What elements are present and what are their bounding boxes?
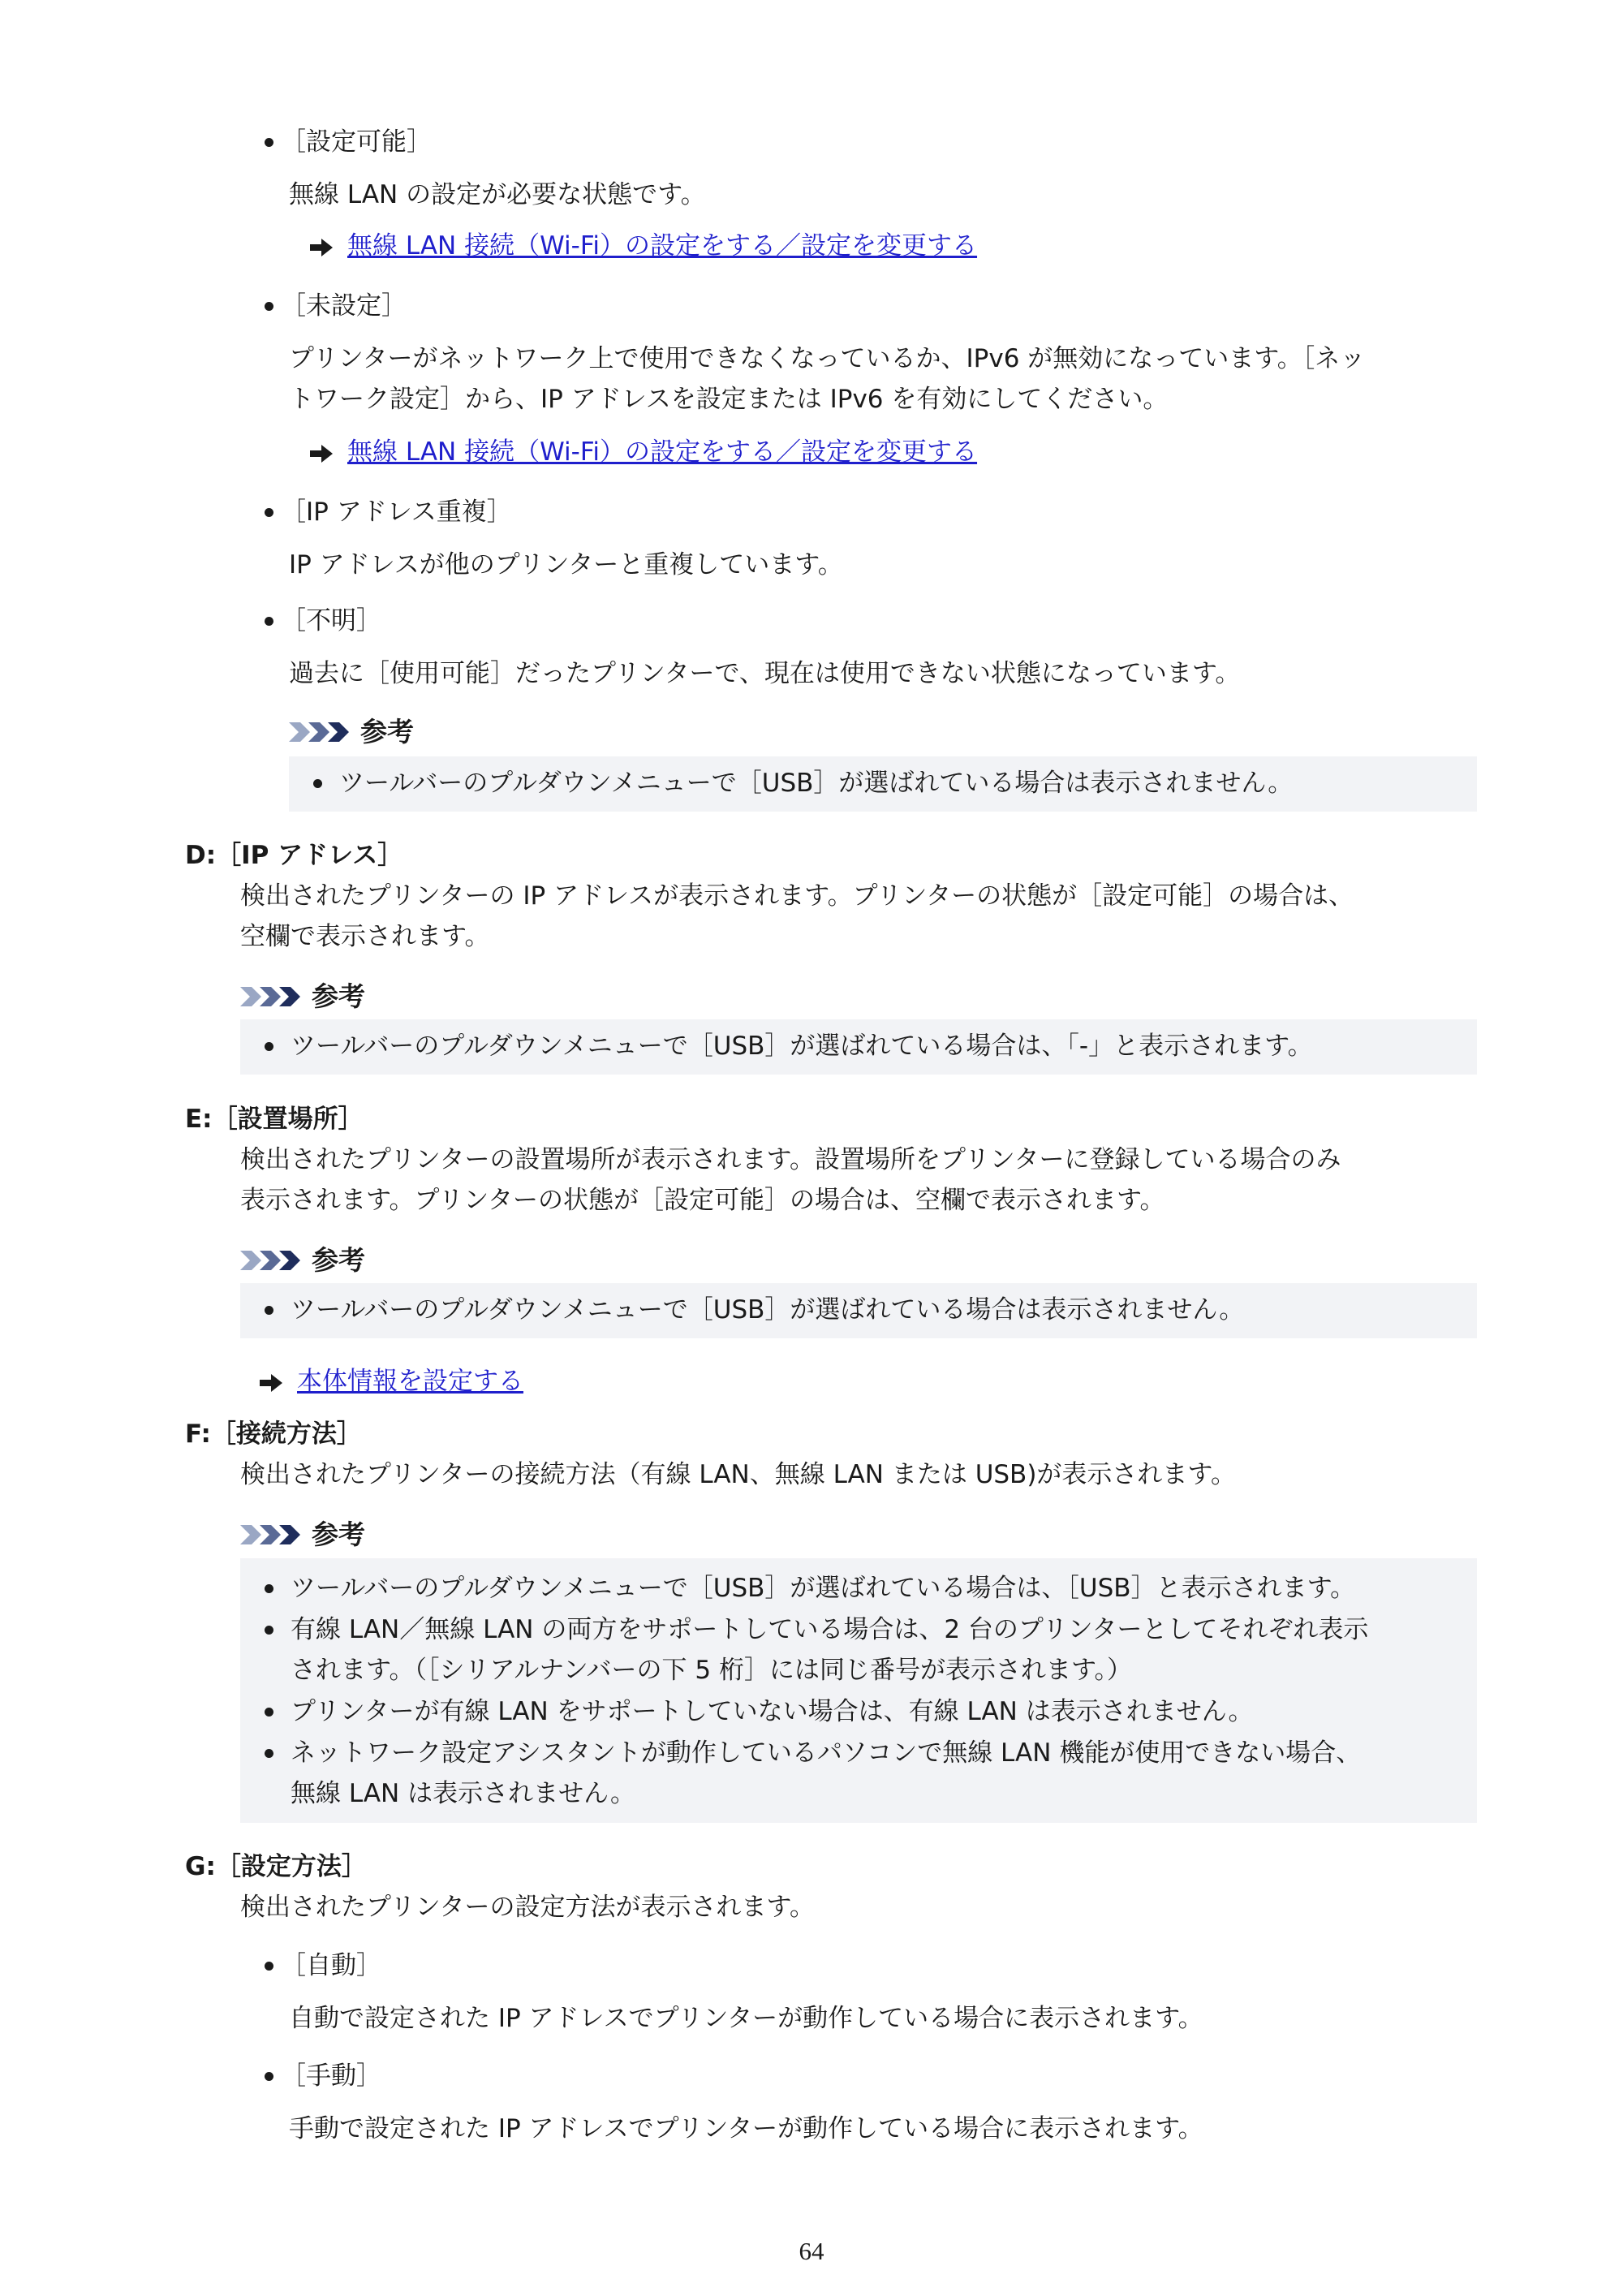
link-row-device-info bbox=[258, 1363, 523, 1399]
wifi-setup-link[interactable]: 無線 LAN 接続（Wi-Fi）の設定をする／設定を変更する bbox=[347, 231, 978, 261]
note-chevrons-icon bbox=[240, 1249, 307, 1272]
section-e-desc-line1: 検出されたプリンターの設置場所が表示されます。設置場所をプリンターに登録している場合のみ bbox=[240, 1145, 1341, 1174]
bullet-dot bbox=[265, 1584, 273, 1593]
note-title bbox=[289, 714, 414, 750]
bullet-dot bbox=[265, 1708, 273, 1717]
bullet-dot bbox=[265, 1306, 273, 1315]
note-chevrons-icon bbox=[289, 721, 355, 743]
note-title bbox=[240, 979, 365, 1014]
bullet-dot bbox=[265, 302, 273, 311]
bullet-dot bbox=[313, 779, 322, 788]
method-label-manual: ［手動］ bbox=[281, 2061, 381, 2091]
note-item: ツールバーのプルダウンメニューで［USB］が選ばれている場合は表示されません。 bbox=[291, 1295, 1245, 1325]
right-arrow-icon bbox=[258, 1372, 284, 1394]
bullet-dot bbox=[265, 2072, 273, 2081]
note-item: ネットワーク設定アシスタントが動作しているパソコンで無線 LAN 機能が使用できない場合、 bbox=[291, 1738, 1362, 1768]
note-title-label: 参考 bbox=[360, 716, 414, 747]
note-item: ツールバーのプルダウンメニューで［USB］が選ばれている場合は、［USB］と表示されます。 bbox=[291, 1574, 1356, 1603]
section-heading-f: F:［接続方法］ bbox=[185, 1419, 362, 1449]
bullet-dot bbox=[265, 508, 273, 517]
note-item-continuation: 無線 LAN は表示されません。 bbox=[291, 1779, 635, 1808]
wifi-setup-link[interactable]: 無線 LAN 接続（Wi-Fi）の設定をする／設定を変更する bbox=[347, 437, 978, 467]
note-title bbox=[240, 1517, 365, 1553]
status-label-unset: ［未設定］ bbox=[281, 291, 407, 321]
bullet-dot bbox=[265, 617, 273, 626]
status-desc-unset-line1: プリンターがネットワーク上で使用できなくなっているか、IPv6 が無効になっています。［ネッ bbox=[289, 344, 1366, 373]
right-arrow-icon bbox=[308, 237, 334, 258]
section-heading-e: E:［設置場所］ bbox=[185, 1105, 364, 1134]
link-row-wifi-setup-1 bbox=[308, 228, 977, 264]
note-item-continuation: されます。（［シリアルナンバーの下 5 桁］には同じ番号が表示されます。） bbox=[291, 1656, 1133, 1685]
bullet-dot bbox=[265, 138, 273, 147]
link-row-wifi-setup-2 bbox=[308, 434, 977, 470]
status-label-unknown: ［不明］ bbox=[281, 606, 381, 635]
status-desc-unset-line2: トワーク設定］から、IP アドレスを設定または IPv6 を有効にしてください。 bbox=[289, 385, 1169, 414]
method-desc-manual: 手動で設定された IP アドレスでプリンターが動作している場合に表示されます。 bbox=[289, 2114, 1203, 2143]
note-item: ツールバーのプルダウンメニューで［USB］が選ばれている場合は表示されません。 bbox=[339, 769, 1294, 798]
bullet-dot bbox=[265, 1749, 273, 1758]
section-d-desc-line2: 空欄で表示されます。 bbox=[240, 922, 490, 951]
note-item: ツールバーのプルダウンメニューで［USB］が選ばれている場合は、「-」と表示されます。 bbox=[291, 1032, 1313, 1061]
section-heading-d: D:［IP アドレス］ bbox=[185, 841, 403, 870]
status-desc-setting-possible: 無線 LAN の設定が必要な状態です。 bbox=[289, 180, 706, 209]
note-title-label: 参考 bbox=[312, 1244, 365, 1276]
note-title-label: 参考 bbox=[312, 980, 365, 1012]
right-arrow-icon bbox=[308, 443, 334, 464]
note-title-label: 参考 bbox=[312, 1518, 365, 1550]
note-item: プリンターが有線 LAN をサポートしていない場合は、有線 LAN は表示されません。 bbox=[291, 1697, 1254, 1726]
bullet-dot bbox=[265, 1962, 273, 1971]
section-e-desc-line2: 表示されます。プリンターの状態が［設定可能］の場合は、空欄で表示されます。 bbox=[240, 1186, 1165, 1215]
status-label-ip-duplicate: ［IP アドレス重複］ bbox=[281, 498, 512, 527]
page-number: 64 bbox=[799, 2237, 824, 2265]
section-f-desc: 検出されたプリンターの接続方法（有線 LAN、無線 LAN または USB)が表示されます。 bbox=[240, 1460, 1236, 1489]
section-heading-g: G:［設定方法］ bbox=[185, 1852, 367, 1881]
status-label-setting-possible: ［設定可能］ bbox=[281, 127, 432, 157]
method-desc-auto: 自動で設定された IP アドレスでプリンターが動作している場合に表示されます。 bbox=[289, 2004, 1203, 2033]
note-item: 有線 LAN／無線 LAN の両方をサポートしている場合は、2 台のプリンターとしてそれぞれ表示 bbox=[291, 1615, 1369, 1644]
note-chevrons-icon bbox=[240, 1523, 307, 1546]
bullet-dot bbox=[265, 1042, 273, 1051]
section-g-desc: 検出されたプリンターの設定方法が表示されます。 bbox=[240, 1893, 816, 1922]
section-d-desc-line1: 検出されたプリンターの IP アドレスが表示されます。プリンターの状態が［設定可能］の場合は、 bbox=[240, 881, 1354, 911]
device-info-link[interactable]: 本体情報を設定する bbox=[297, 1367, 523, 1396]
status-desc-unknown: 過去に［使用可能］だったプリンターで、現在は使用できない状態になっています。 bbox=[289, 659, 1241, 688]
method-label-auto: ［自動］ bbox=[281, 1951, 381, 1980]
note-chevrons-icon bbox=[240, 985, 307, 1008]
note-title bbox=[240, 1243, 365, 1278]
bullet-dot bbox=[265, 1626, 273, 1635]
status-desc-ip-duplicate: IP アドレスが他のプリンターと重複しています。 bbox=[289, 550, 843, 579]
